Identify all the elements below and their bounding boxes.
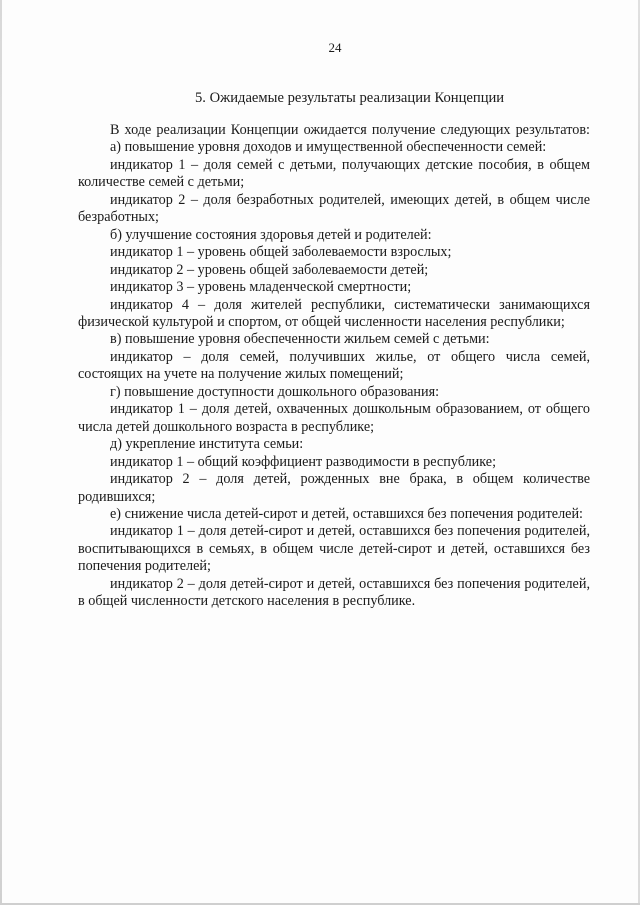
- paragraph-indicator: индикатор 2 – доля детей, рожденных вне брака, в общем количестве родившихся;: [78, 471, 590, 505]
- paragraph-goal-g: г) повышение доступности дошкольного образования:: [110, 383, 440, 400]
- paragraph-goal-v: в) повышение уровня обеспеченности жильем семей с детьми:: [110, 331, 490, 348]
- paragraph-indicator: индикатор – доля семей, получивших жилье, от общего числа семей, состоящих на учете на получение жилых помещений;: [78, 348, 590, 383]
- paragraph-indicator: индикатор 1 – доля семей с детьми, получающих детские пособия, в общем количестве семей с детьми;: [78, 156, 590, 191]
- paragraph-goal-e: е) снижение числа детей-сирот и детей, оставшихся без попечения родителей:: [110, 505, 583, 522]
- page-number: 24: [328, 40, 342, 55]
- paragraph-indicator: индикатор 1 – доля детей-сирот и детей, оставшихся без попечения родителей, воспитывающихся в семьях, в общем числе детей-сирот и детей, оставшихся без попечения родителей;: [78, 523, 590, 575]
- paragraph-indicator: индикатор 4 – доля жителей республики, систематически занимающихся физической культурой и спортом, от общей численности населения республики;: [78, 296, 590, 330]
- paragraph-indicator: индикатор 1 – уровень общей заболеваемости взрослых;: [110, 244, 452, 261]
- paragraph-indicator: индикатор 2 – уровень общей заболеваемости детей;: [110, 261, 429, 278]
- section-heading: 5. Ожидаемые результаты реализации Концепции: [195, 90, 505, 106]
- paragraph-goal-b: б) улучшение состояния здоровья детей и родителей:: [110, 226, 432, 243]
- body-text: [78, 122, 590, 611]
- paragraph-intro: В ходе реализации Концепции ожидается получение следующих результатов:: [110, 122, 590, 138]
- scan-edge-left: [0, 0, 2, 905]
- paragraph-indicator: индикатор 2 – доля безработных родителей, имеющих детей, в общем числе безработных;: [78, 191, 590, 226]
- paragraph-indicator: индикатор 2 – доля детей-сирот и детей, оставшихся без попечения родителей, в общей численности детского населения в республике.: [78, 575, 590, 610]
- paragraph-goal-a: а) повышение уровня доходов и имущественной обеспеченности семей:: [110, 139, 547, 156]
- paragraph-indicator: индикатор 1 – доля детей, охваченных дошкольным образованием, от общего числа детей дошкольного возраста в республике;: [78, 401, 590, 435]
- paragraph-goal-d: д) укрепление института семьи:: [110, 436, 304, 453]
- paragraph-indicator: индикатор 3 – уровень младенческой смертности;: [110, 279, 412, 296]
- paragraph-indicator: индикатор 1 – общий коэффициент разводимости в республике;: [110, 453, 497, 470]
